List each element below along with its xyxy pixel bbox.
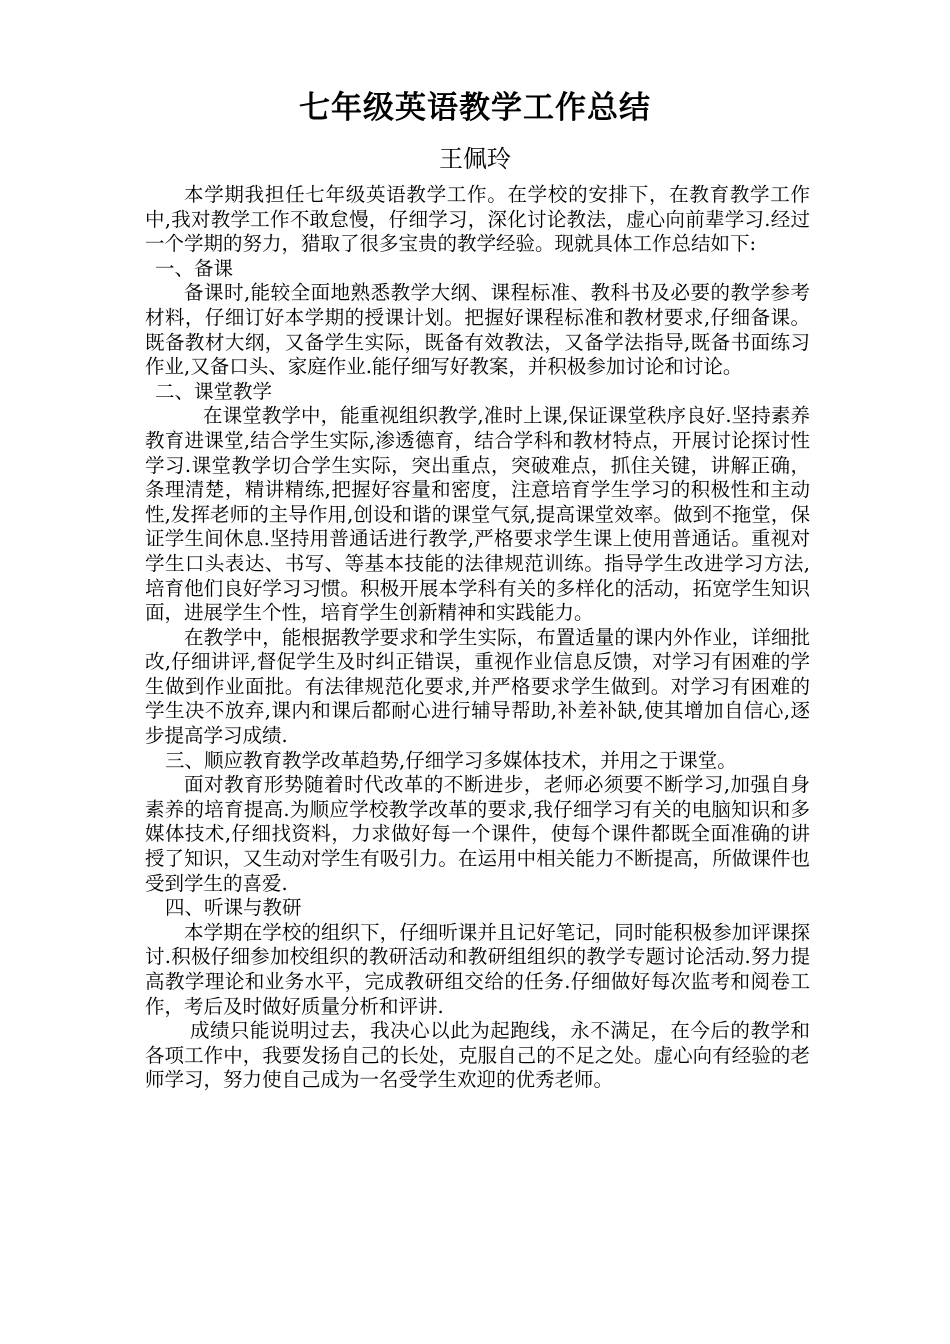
document-author: 王佩玲	[439, 145, 511, 173]
paragraph-lesson-prep: 备课时,能较全面地熟悉教学大纲、课程标准、教科书及必要的教学参考材料，仔细订好本学期的授课计划。把握好课程标准和教材要求,仔细备课。既备教材大纲，又备学生实际，既备有效教法，又备学法指导,既备书面练习作业,又备口头、家庭作业.能仔细写好教案，并积极参加讨论和讨论。	[145, 281, 810, 379]
section-heading-lesson-prep: 一、备课	[155, 256, 234, 280]
paragraph-teaching-reform: 面对教育形势随着时代改革的不断进步，老师必须要不断学习,加强自身素养的培育提高.为顺应学校教学改革的要求,我仔细学习有关的电脑知识和多媒体技术,仔细找资料，力求做好每一个课件，使每个课件都既全面准确的讲授了知识，又生动对学生有吸引力。在运用中相关能力不断提高，所做课件也受到学生的喜爱.	[145, 773, 810, 895]
conclusion-paragraph: 成绩只能说明过去，我决心以此为起跑线，永不满足，在今后的教学和各项工作中，我要发扬自己的长处，克服自己的不足之处。虚心向有经验的老师学习，努力使自己成为一名受学生欢迎的优秀老师。	[145, 1019, 810, 1092]
section-heading-classroom-teaching: 二、课堂教学	[155, 379, 273, 403]
paragraph-classroom-teaching: 在课堂教学中，能重视组织教学,准时上课,保证课堂秩序良好.坚持素养教育进课堂,结合学生实际,渗透德育，结合学科和教材特点，开展讨论探讨性学习.课堂教学切合学生实际，突出重点，突破难点，抓住关键，讲解正确，条理清楚，精讲精练,把握好容量和密度，注意培育学生学习的积极性和主动性,发挥老师的主导作用,创设和谐的课堂气氛,提高课堂效率。做到不拖堂，保证学生间休息.坚持用普通话进行教学,严格要求学生课上使用普通话。重视对学生口头表达、书写、等基本技能的法律规范训练。指导学生改进学习方法,培育他们良好学习习惯。积极开展本学科有关的多样化的活动，拓宽学生知识面，进展学生个性，培育学生创新精神和实践能力。	[145, 404, 810, 625]
document-title: 七年级英语教学工作总结	[299, 90, 651, 126]
section-heading-teaching-reform: 三、顺应教育教学改革趋势,仔细学习多媒体技术，并用之于课堂。	[165, 748, 737, 772]
document-body	[145, 183, 810, 1093]
section-heading-lesson-observation: 四、听课与教研	[165, 896, 302, 920]
intro-paragraph: 本学期我担任七年级英语教学工作。在学校的安排下，在教育教学工作中,我对教学工作不敢怠慢，仔细学习，深化讨论教法，虚心向前辈学习.经过一个学期的努力，猎取了很多宝贵的教学经验。现就具体工作总结如下:	[145, 183, 810, 256]
paragraph-homework: 在教学中，能根据教学要求和学生实际，布置适量的课内外作业，详细批改,仔细讲评,督促学生及时纠正错误，重视作业信息反馈，对学习有困难的学生做到作业面批。有法律规范化要求,并严格要求学生做到。对学习有困难的学生决不放弃,课内和课后都耐心进行辅导帮助,补差补缺,使其增加自信心,逐步提高学习成绩.	[145, 625, 810, 748]
paragraph-lesson-observation: 本学期在学校的组织下，仔细听课并且记好笔记，同时能积极参加评课探讨.积极仔细参加校组织的教研活动和教研组组织的教学专题讨论活动.努力提高教学理论和业务水平，完成教研组交给的任务.仔细做好每次监考和阅卷工作，考后及时做好质量分析和评讲.	[145, 920, 810, 1018]
